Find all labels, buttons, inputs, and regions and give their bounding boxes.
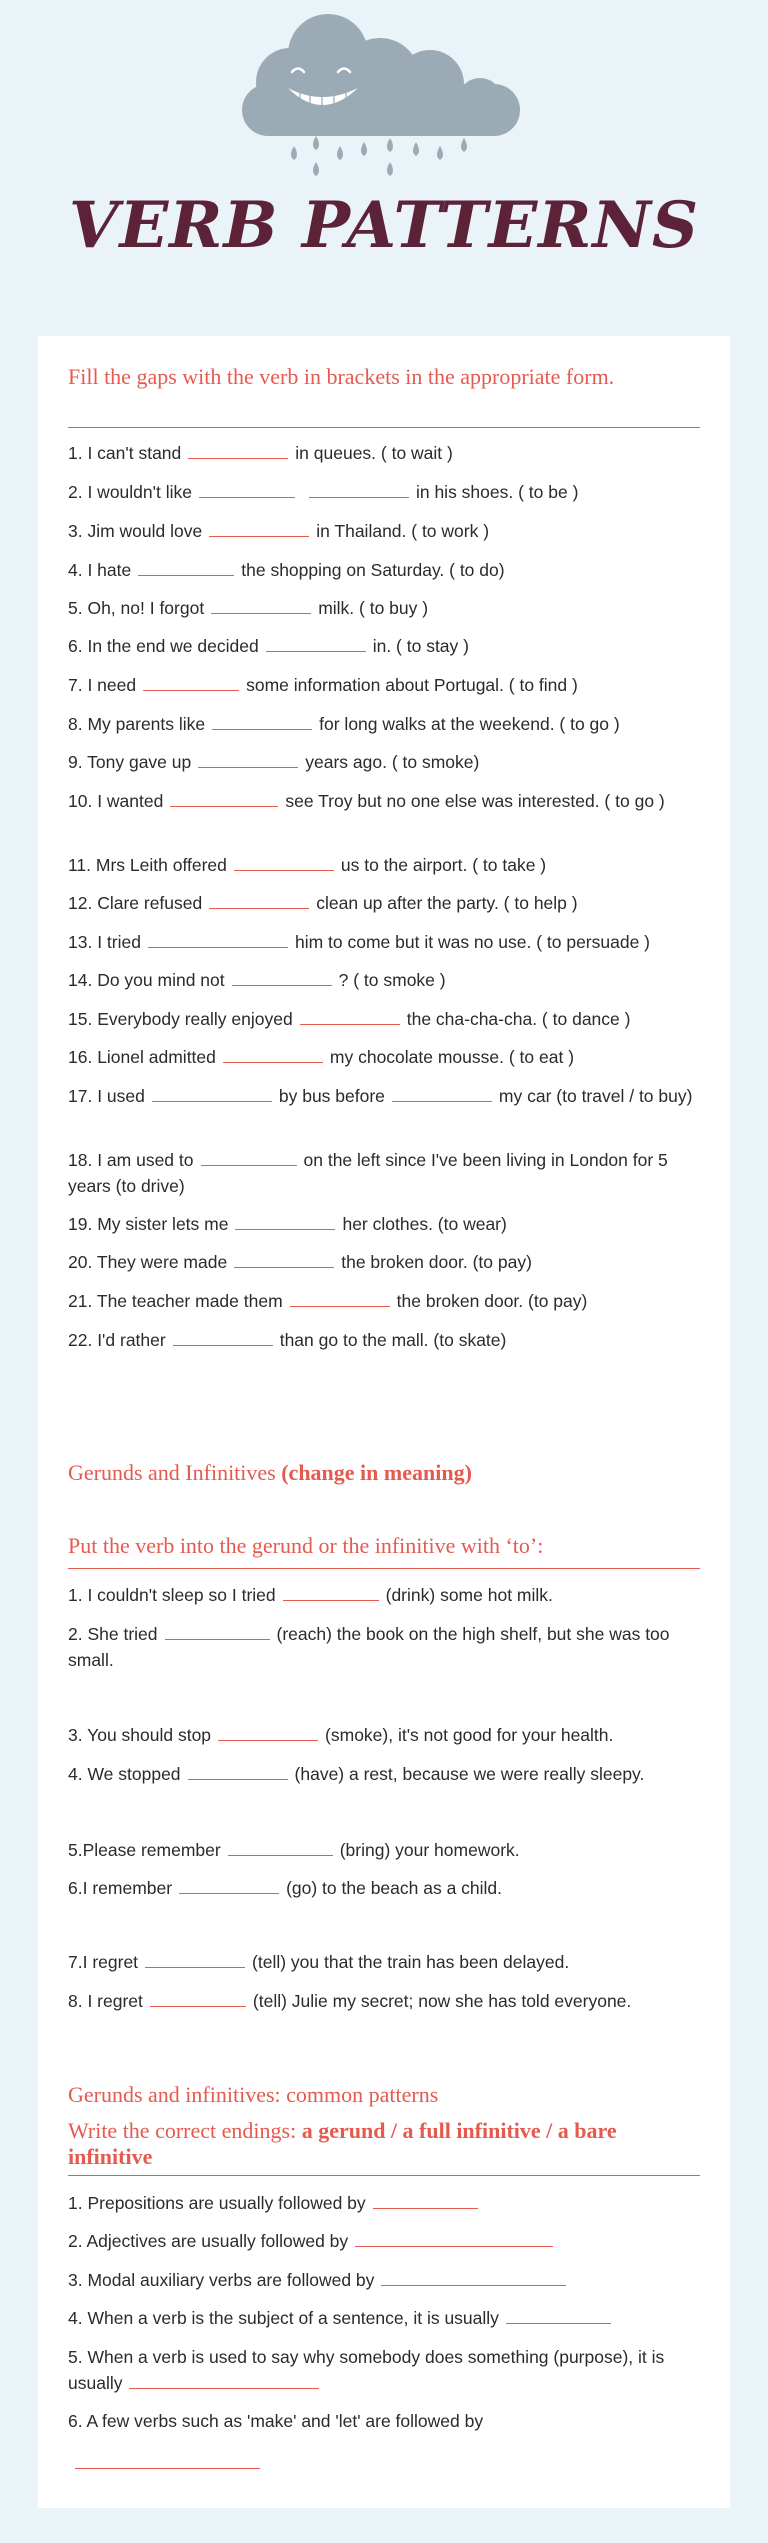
- answer-blank[interactable]: [173, 1328, 273, 1346]
- exercise-item: 8. I regret (tell) Julie my secret; now she has told everyone.: [68, 1991, 632, 2011]
- answer-blank[interactable]: [143, 673, 239, 691]
- exercise-item: 7.I regret (tell) you that the train has been delayed.: [68, 1952, 570, 1972]
- answer-blank[interactable]: [198, 750, 298, 768]
- answer-blank[interactable]: [212, 712, 312, 730]
- answer-blank[interactable]: [266, 634, 366, 652]
- answer-blank[interactable]: [234, 1250, 334, 1268]
- answer-blank[interactable]: [138, 558, 234, 576]
- exercise-item: 6. In the end we decided in. ( to stay ): [68, 636, 469, 656]
- exercise-item: 4. We stopped (have) a rest, because we were really sleepy.: [68, 1764, 645, 1784]
- exercise-item: 19. My sister lets me her clothes. (to wear): [68, 1214, 507, 1234]
- exercise-item: 2. She tried (reach) the book on the high shelf, but she was too small.: [68, 1624, 670, 1670]
- answer-blank[interactable]: [188, 1762, 288, 1780]
- exercise-item: 5.Please remember (bring) your homework.: [68, 1840, 520, 1860]
- exercise-item: 11. Mrs Leith offered us to the airport. ( to take ): [68, 855, 547, 875]
- worksheet-card: [38, 336, 730, 2508]
- page-title: VERB PATTERNS: [68, 188, 700, 263]
- answer-blank[interactable]: [234, 853, 334, 871]
- section3-subheading: Write the correct endings: a gerund / a full infinitive / a bare infinitive: [68, 2118, 700, 2176]
- exercise-item: 4. When a verb is the subject of a sentence, it is usually: [68, 2305, 700, 2331]
- answer-blank[interactable]: [188, 441, 288, 459]
- exercise-item: 3. Modal auxiliary verbs are followed by: [68, 2267, 700, 2293]
- answer-blank[interactable]: [209, 891, 309, 909]
- section1-heading: Fill the gaps with the verb in brackets in the appropriate form.: [68, 364, 700, 428]
- exercise-item: 3. Jim would love in Thailand. ( to work ): [68, 521, 490, 541]
- answer-blank[interactable]: [373, 2191, 478, 2209]
- exercise-item-continuation: [68, 2450, 700, 2476]
- answer-blank[interactable]: [75, 2451, 260, 2469]
- exercise-item: 5. When a verb is used to say why somebody does something (purpose), it is usually: [68, 2347, 665, 2393]
- exercise-item: 2. I wouldn't like in his shoes. ( to be ): [68, 482, 579, 502]
- answer-blank[interactable]: [232, 968, 332, 986]
- section2-subheading: Put the verb into the gerund or the infinitive with ‘to’:: [68, 1533, 700, 1569]
- answer-blank[interactable]: [300, 1007, 400, 1025]
- answer-blank[interactable]: [145, 1950, 245, 1968]
- exercise-item: 5. Oh, no! I forgot milk. ( to buy ): [68, 598, 429, 618]
- exercise-item: 2. Adjectives are usually followed by: [68, 2228, 700, 2254]
- header: [0, 0, 768, 336]
- answer-blank[interactable]: [381, 2268, 566, 2286]
- answer-blank[interactable]: [290, 1289, 390, 1307]
- answer-blank[interactable]: [150, 1989, 246, 2007]
- answer-blank[interactable]: [211, 596, 311, 614]
- exercise-item: 4. I hate the shopping on Saturday. ( to do): [68, 560, 505, 580]
- exercise-item: 7. I need some information about Portugal. ( to find ): [68, 675, 578, 695]
- answer-blank[interactable]: [179, 1876, 279, 1894]
- answer-blank[interactable]: [152, 1084, 272, 1102]
- answer-blank[interactable]: [392, 1084, 492, 1102]
- exercise-item: 1. I can't stand in queues. ( to wait ): [68, 443, 453, 463]
- answer-blank[interactable]: [201, 1148, 297, 1166]
- exercise-item: 8. My parents like for long walks at the weekend. ( to go ): [68, 714, 620, 734]
- smiling-rain-cloud-icon: [230, 6, 530, 182]
- answer-blank[interactable]: [309, 480, 409, 498]
- answer-blank[interactable]: [235, 1212, 335, 1230]
- exercise-item: 20. They were made the broken door. (to pay): [68, 1252, 532, 1272]
- answer-blank[interactable]: [218, 1723, 318, 1741]
- answer-blank[interactable]: [165, 1622, 270, 1640]
- exercise-item: 12. Clare refused clean up after the party. ( to help ): [68, 893, 578, 913]
- exercise-item: 15. Everybody really enjoyed the cha-cha-cha. ( to dance ): [68, 1009, 631, 1029]
- exercise-item: 1. I couldn't sleep so I tried (drink) some hot milk.: [68, 1585, 553, 1605]
- exercise-item: 18. I am used to on the left since I've been living in London for 5 years (to drive): [68, 1150, 668, 1196]
- answer-blank[interactable]: [355, 2229, 553, 2247]
- exercise-item: 16. Lionel admitted my chocolate mousse. ( to eat ): [68, 1047, 575, 1067]
- exercise-item: 1. Prepositions are usually followed by: [68, 2190, 700, 2216]
- answer-blank[interactable]: [283, 1583, 379, 1601]
- answer-blank[interactable]: [209, 519, 309, 537]
- exercise-item: 21. The teacher made them the broken door. (to pay): [68, 1291, 588, 1311]
- answer-blank[interactable]: [148, 930, 288, 948]
- exercise-item: 6. A few verbs such as 'make' and 'let' are followed by: [68, 2411, 484, 2431]
- exercise-item: 13. I tried him to come but it was no use. ( to persuade ): [68, 932, 651, 952]
- answer-blank[interactable]: [170, 789, 278, 807]
- answer-blank[interactable]: [506, 2306, 611, 2324]
- answer-blank[interactable]: [228, 1838, 333, 1856]
- exercise-item: 9. Tony gave up years ago. ( to smoke): [68, 752, 480, 772]
- section2-heading: Gerunds and Infinitives (change in meaning): [68, 1460, 472, 1485]
- answer-blank[interactable]: [223, 1045, 323, 1063]
- section3-heading: Gerunds and infinitives: common patterns: [68, 2082, 439, 2107]
- exercise-item: 17. I used by bus before my car (to travel / to buy): [68, 1086, 693, 1106]
- exercise-item: 14. Do you mind not ? ( to smoke ): [68, 970, 446, 990]
- answer-blank[interactable]: [199, 480, 295, 498]
- exercise-item: 22. I'd rather than go to the mall. (to skate): [68, 1330, 507, 1350]
- exercise-item: 10. I wanted see Troy but no one else was interested. ( to go ): [68, 791, 665, 811]
- exercise-item: 6.I remember (go) to the beach as a child.: [68, 1878, 503, 1898]
- exercise-item: 3. You should stop (smoke), it's not good for your health.: [68, 1725, 614, 1745]
- answer-blank[interactable]: [129, 2371, 319, 2389]
